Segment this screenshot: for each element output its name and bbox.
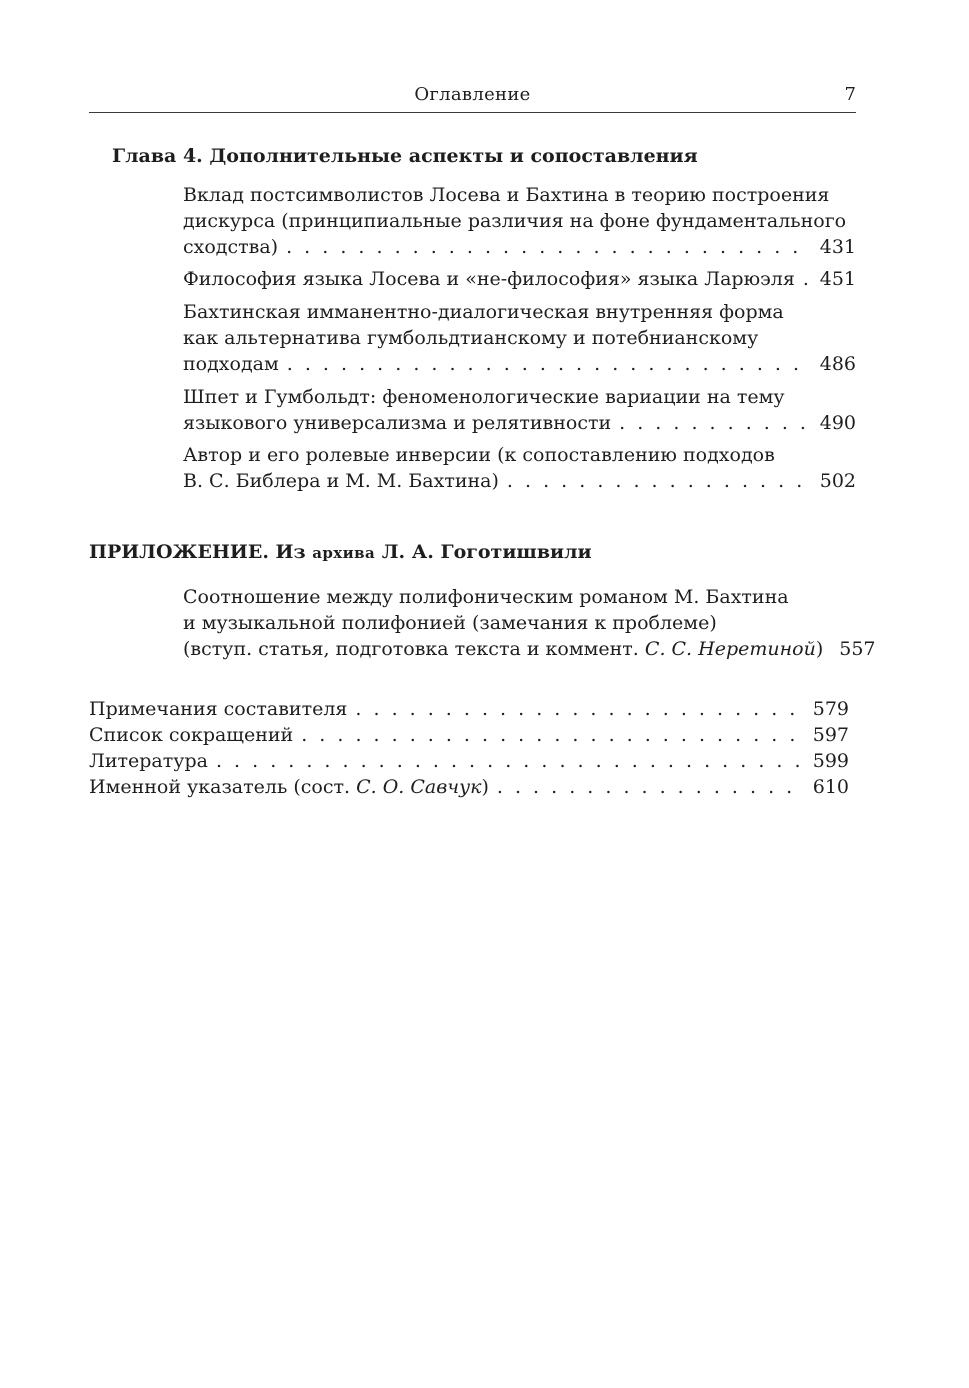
toc-entry-line: [89, 748, 208, 774]
appendix-heading-main: ПРИЛОЖЕНИЕ. Из: [89, 541, 306, 563]
running-title: Оглавление: [414, 84, 531, 105]
dot-leader: [301, 722, 805, 748]
toc-entry-text: Литература: [89, 750, 208, 772]
dot-leader: [355, 696, 804, 722]
toc-entry[interactable]: [183, 266, 856, 292]
dot-leader: [803, 266, 812, 292]
toc-page-number: 610: [812, 776, 849, 798]
toc-entry[interactable]: [89, 722, 849, 748]
toc-entry[interactable]: [183, 442, 856, 494]
toc-entry[interactable]: [89, 748, 849, 774]
toc-entry-line: как альтернатива гумбольдтианскому и потебнианскому: [183, 327, 759, 349]
toc-entry-line: [183, 636, 823, 662]
toc-page-number: 599: [812, 750, 849, 772]
toc-entry-line: языкового универсализма и релятивности: [183, 412, 612, 434]
toc-entry-author: С. С. Неретиной: [644, 638, 816, 660]
toc-entry-line: Философия языка Лосева и «не-философия» языка Ларюэля: [183, 268, 795, 290]
toc-entry-text: ): [481, 776, 489, 798]
toc-entry-line: В. С. Библера и М. М. Бахтина): [183, 470, 499, 492]
back-matter-list: [89, 696, 849, 800]
toc-entry-line: [89, 696, 347, 722]
toc-entry-text: (вступ. статья, подготовка текста и коммент.: [183, 638, 639, 660]
dot-leader: [507, 468, 812, 494]
toc-entry[interactable]: [183, 584, 876, 662]
toc-page-number: 557: [839, 638, 876, 660]
toc-entry-line: дискурса (принципиальные различия на фоне фундаментального: [183, 210, 847, 232]
toc-page-number: 431: [819, 236, 856, 258]
toc-entry-line: подходам: [183, 353, 279, 375]
toc-entry-line: Бахтинская имманентно-диалогическая внутренняя форма: [183, 301, 784, 323]
toc-entry-line: и музыкальной полифонией (замечания к проблеме): [183, 612, 717, 634]
dot-leader: [619, 410, 812, 436]
toc-entry[interactable]: [183, 299, 856, 377]
toc-entry-line: Шпет и Гумбольдт: феноменологические вариации на тему: [183, 386, 785, 408]
toc-page-number: 502: [819, 470, 856, 492]
toc-page-number: 597: [812, 724, 849, 746]
toc-entry-line: Автор и его ролевые инверсии (к сопоставлению подходов: [183, 444, 775, 466]
toc-page-number: 579: [812, 698, 849, 720]
toc-entry[interactable]: [183, 384, 856, 436]
dot-leader: [286, 234, 812, 260]
appendix-heading-rest: Л. А. Гоготишвили: [381, 541, 592, 563]
dot-leader: [287, 351, 812, 377]
toc-entry-text: ): [815, 638, 824, 660]
page-number: 7: [844, 84, 856, 105]
toc-page-number: 486: [819, 353, 856, 375]
toc-entry[interactable]: [89, 774, 849, 800]
toc-page-number: 451: [819, 268, 856, 290]
toc-entry-line: Вклад постсимволистов Лосева и Бахтина в теорию построения: [183, 184, 830, 206]
dot-leader: [216, 748, 805, 774]
toc-entry-text: Примечания составителя: [89, 698, 348, 720]
toc-entry-text: Список сокращений: [89, 724, 294, 746]
toc-page-number: 490: [819, 412, 856, 434]
toc-entry[interactable]: [89, 696, 849, 722]
toc-entry-line: сходства): [183, 236, 279, 258]
toc-entry-line: [89, 722, 293, 748]
toc-entry-line: Соотношение между полифоническим романом М. Бахтина: [183, 586, 789, 608]
running-head: [89, 84, 856, 113]
toc-entry[interactable]: [183, 182, 856, 260]
appendix-heading: [89, 541, 592, 563]
toc-entry-text: Именной указатель (сост.: [89, 776, 351, 798]
appendix-heading-smallcaps: архива: [312, 544, 376, 562]
chapter-4-heading: Глава 4. Дополнительные аспекты и сопоставления: [112, 145, 698, 167]
toc-entry-author: С. О. Савчук: [356, 776, 482, 798]
toc-entry-line: [89, 774, 489, 800]
dot-leader: [497, 774, 805, 800]
